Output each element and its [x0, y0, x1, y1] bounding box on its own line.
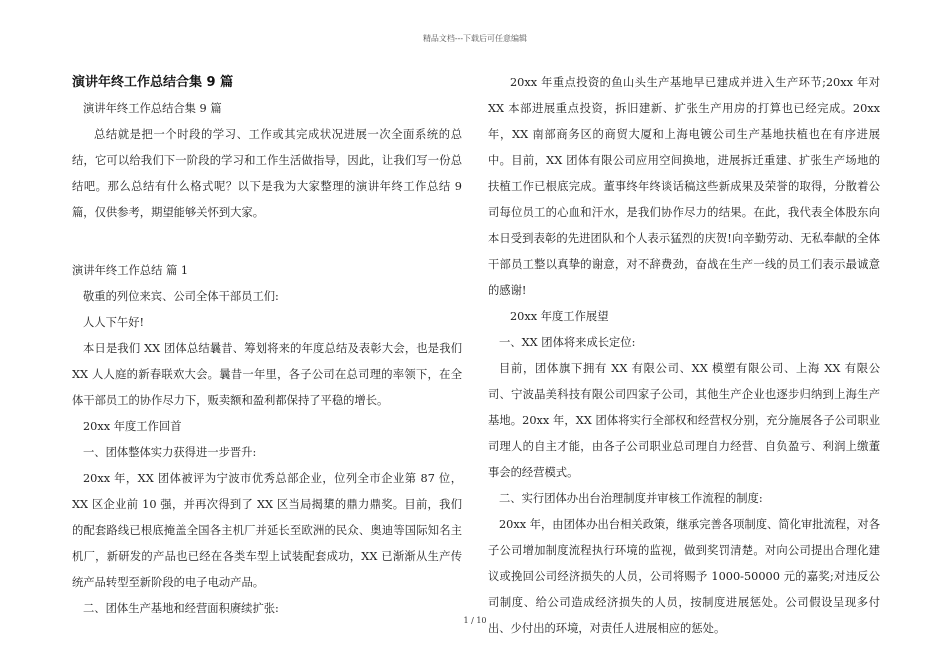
- outlook-item2-body: 20xx 年，由团体办出台相关政策，继承完善各项制度、简化审批流程，对各子公司增加制度流程执行环境的监视，做到奖罚清楚。对向公司提出合理化建议或挽回公司经济损失的人员，公司将赐予 1000-50000 元的嘉奖;对违反公司制度、给公司造成经济损失的人员，按制度进展惩处。公司假设呈现多付出、少付出的环境，对责任人进展相应的惩处。: [488, 518, 880, 635]
- document-title: 演讲年终工作总结合集 9 篇: [72, 75, 234, 90]
- section-title: 演讲年终工作总结 篇 1: [72, 264, 189, 277]
- intro-paragraph: 总结就是把一个时段的学习、工作或其完成状况进展一次全面系统的总结，它可以给我们下一阶段的学习和工作生活做指导，因此，让我们写一份总结吧。那么总结有什么格式呢？以下是我为大家整理的演讲年终工作总结 9 篇，仅供参考，期望能够关怀到大家。: [72, 128, 462, 219]
- greeting-line: 敬重的列位来宾、公司全体干部员工们:: [83, 290, 279, 303]
- outlook-item1-body: 目前，团体旗下拥有 XX 有限公司、XX 模塑有限公司、上海 XX 有限公司、宁波晶美科技有限公司四家子公司，其他生产企业也逐步归纳到上海生产基地。20xx 年，XX 团体将实行全部权和经营权分别，充分施展各子公司职业司理人的自主才能，由各子公司职业总司理自力经营、自负盈亏、利润上缴董事会的经营模式。: [488, 362, 880, 479]
- hello-line: 人人下午好!: [83, 316, 145, 329]
- item1-heading: 一、团体整体实力获得进一步晋升:: [83, 446, 257, 459]
- base-expansion-paragraph: 20xx 年重点投资的鱼山头生产基地早已建成并进入生产环节;20xx 年对 XX 本部进展重点投资，拆旧建新、扩张生产用房的打算也已经完成。20xx 年，XX 南部商务区的商贸大厦和上海电镀公司生产基地扶植也在有序进展中。目前，XX 团体有限公司应用空间换地，进展拆迁重建、扩张生产场地的扶植工作已根底完成。董事终年终谈话稿这些新成果及荣誉的取得，分散着公司每位员工的心血和汗水，是我们协作尽力的结果。在此，我代表全体股东向本日受到表彰的先进团队和个人表示猛烈的庆贺!向辛勤劳动、无私奉献的全体干部员工整以真挚的谢意，对不辞费劲，奋战在生产一线的员工们表示最诚意的感谢!: [488, 76, 880, 297]
- item2-heading: 二、团体生产基地和经营面积赓续扩张:: [83, 602, 279, 615]
- section-spacer: [72, 226, 462, 258]
- outlook-item2-heading: 二、实行团体办出台治理制度并审核工作流程的制度:: [499, 492, 763, 505]
- page-number: 1 / 10: [463, 616, 487, 625]
- outlook-item1-heading: 一、XX 团体将来成长定位:: [499, 336, 636, 349]
- document-subtitle: 演讲年终工作总结合集 9 篇: [83, 102, 222, 115]
- left-column: [72, 70, 462, 622]
- page-header: 精品文档---下载后可任意编辑: [422, 34, 528, 43]
- outlook-heading: 20xx 年度工作展望: [510, 310, 609, 323]
- opening-paragraph: 本日是我们 XX 团体总结曩昔、筹划将来的年度总结及表彰大会，也是我们 XX 人人庭的新春联欢大会。曩昔一年里，各子公司在总司理的率领下，在全体干部员工的协作尽力下，贩卖额和盈利都保持了平稳的增长。: [72, 342, 462, 407]
- item1-body: 20xx 年，XX 团体被评为宁波市优秀总部企业，位列全市企业第 87 位，XX 区企业前 10 强，并再次得到了 XX 区当局揭橥的鼎力鼎奖。目前，我们的配套路线已根底掩盖全国各主机厂并延长至欧洲的民众、奥迪等国际知名主机厂，新研发的产品也已经在各类车型上试装配套成功，XX 已渐渐从生产传统产品转型至新阶段的电子电动产品。: [72, 472, 462, 589]
- review-heading: 20xx 年度工作回首: [83, 420, 182, 433]
- right-column: [488, 70, 880, 642]
